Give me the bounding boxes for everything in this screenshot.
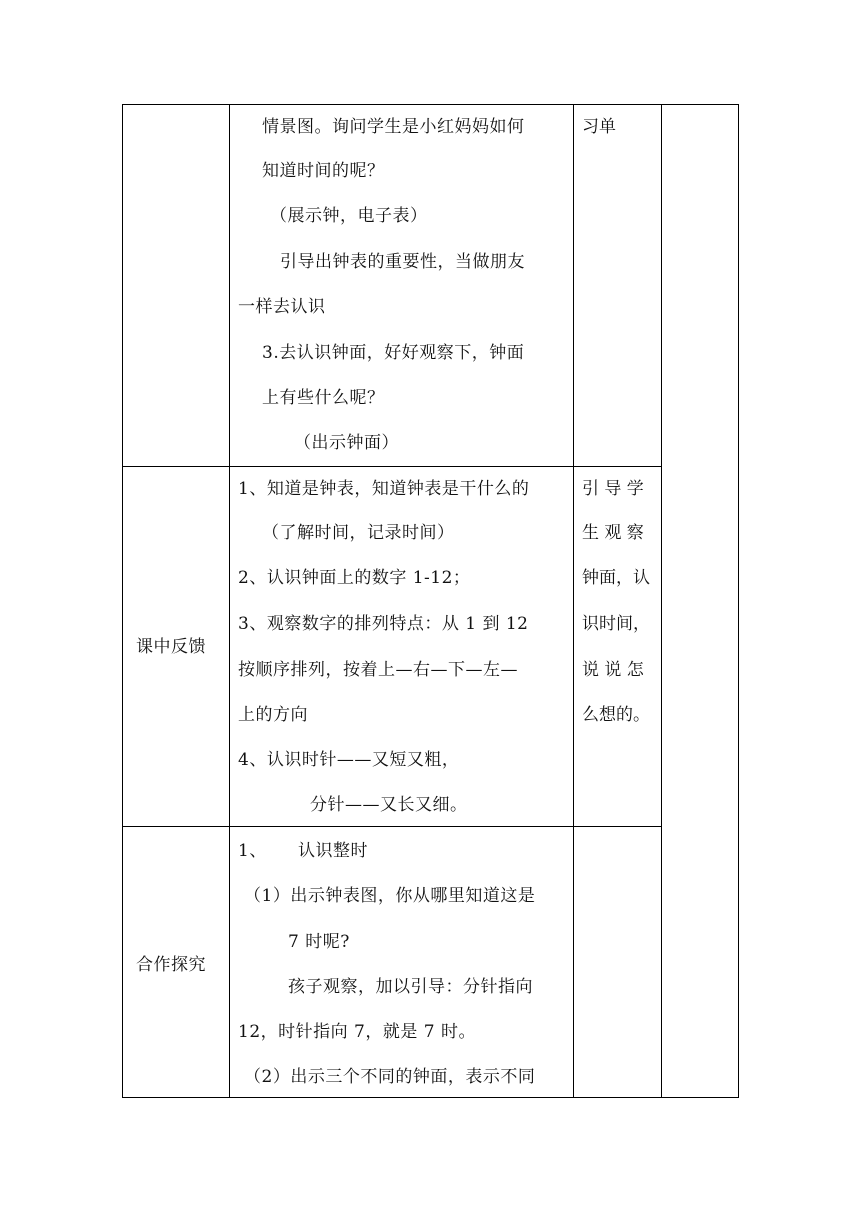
content-line: 2、认识钟面上的数字 1-12； <box>238 568 471 588</box>
content-line: 按顺序排列，按着上—右—下—左— <box>238 660 518 680</box>
content-line: 4、认识时针——又短又粗， <box>238 750 460 770</box>
content-line: 分针——又长又细。 <box>310 795 468 815</box>
table-divider-col3 <box>661 104 662 1098</box>
note-line: 生 观 察 <box>582 523 644 543</box>
content-line: 引导出钟表的重要性，当做朋友 <box>280 252 525 272</box>
row-divider-2 <box>122 826 662 827</box>
table-divider-col2 <box>573 104 574 1098</box>
note-line: 说 说 怎 <box>582 660 644 680</box>
content-line: 知道时间的呢？ <box>262 161 385 181</box>
content-line: （了解时间，记录时间） <box>262 523 455 543</box>
note-line: 么想的。 <box>582 705 650 725</box>
content-line: 3.去认识钟面，好好观察下，钟面 <box>262 343 525 363</box>
table-border-bottom <box>122 1097 739 1098</box>
table-border-top <box>122 104 739 105</box>
content-line: （出示钟面） <box>294 433 399 453</box>
note-line: 钟面，认 <box>582 568 650 588</box>
content-line: 认识整时 <box>298 841 368 861</box>
content-line: （1）出示钟表图，你从哪里知道这是 <box>244 886 536 906</box>
row-divider-1 <box>122 466 662 467</box>
content-line: 12，时针指向 7，就是 7 时。 <box>238 1022 476 1042</box>
content-line: 上有些什么呢？ <box>262 388 385 408</box>
content-line: 1、 <box>238 841 267 861</box>
content-line: 1、知道是钟表，知道钟表是干什么的 <box>238 479 530 499</box>
row-label: 合作探究 <box>136 955 206 975</box>
row-label: 课中反馈 <box>136 637 206 657</box>
note-line: 习单 <box>582 117 616 137</box>
content-line: 孩子观察，加以引导：分针指向 <box>288 977 533 997</box>
note-line: 引 导 学 <box>582 479 644 499</box>
content-line: 一样去认识 <box>238 297 326 317</box>
content-line: （2）出示三个不同的钟面，表示不同 <box>244 1067 536 1087</box>
table-divider-col1 <box>229 104 230 1098</box>
content-line: （展示钟，电子表） <box>270 206 428 226</box>
table-border-left <box>122 104 123 1098</box>
content-line: 上的方向 <box>238 705 308 725</box>
content-line: 7 时呢? <box>288 932 350 952</box>
content-line: 情景图。询问学生是小红妈妈如何 <box>262 117 525 137</box>
table-border-right <box>738 104 739 1098</box>
note-line: 识时间， <box>582 614 650 634</box>
content-line: 3、观察数字的排列特点：从 1 到 12 <box>238 614 529 634</box>
